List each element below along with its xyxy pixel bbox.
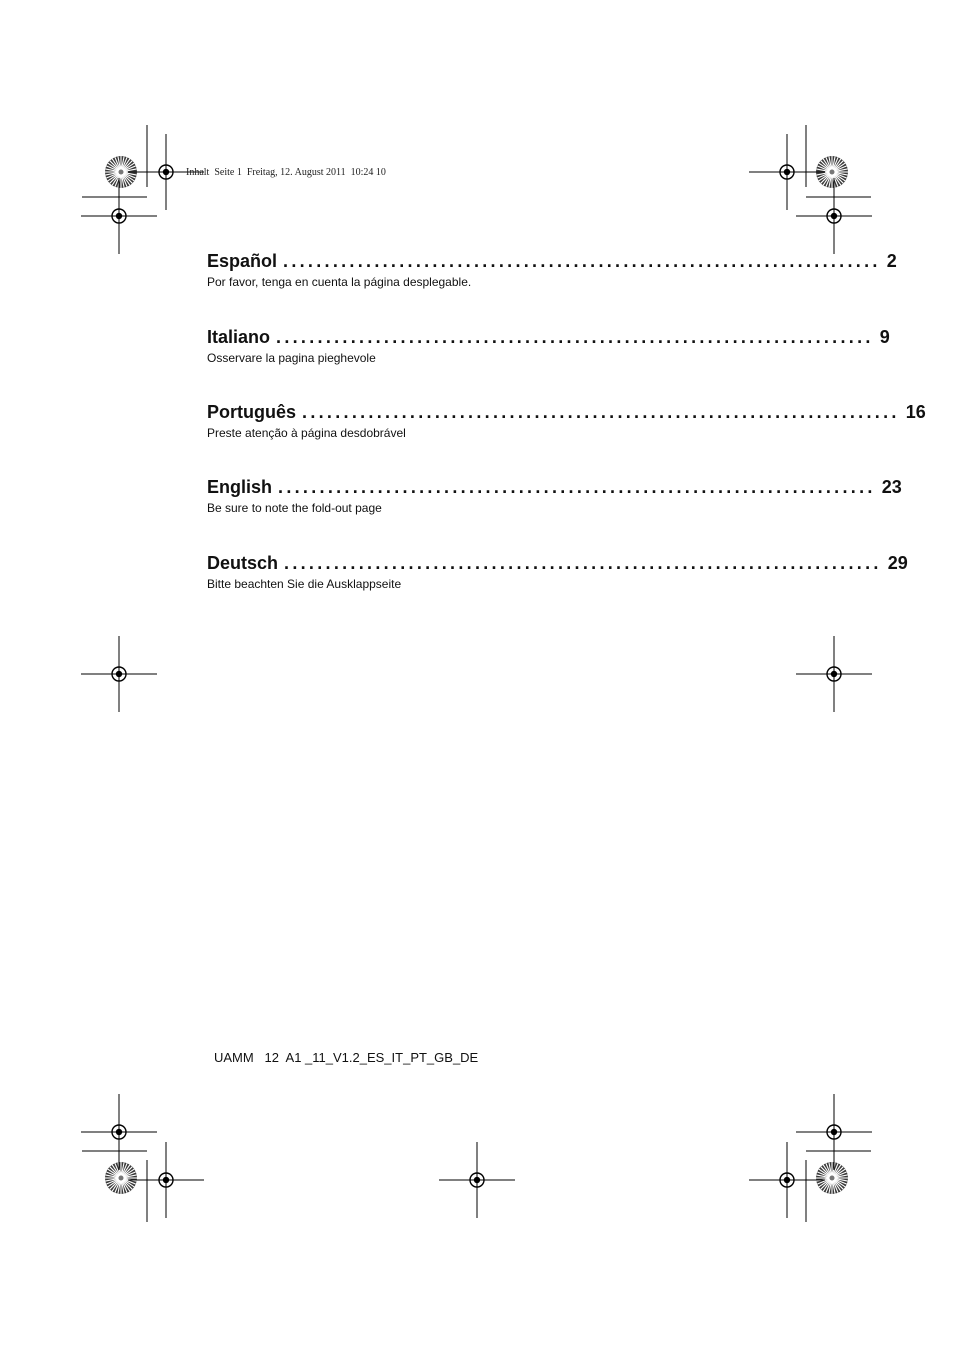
toc-entry-espanol[interactable]: [207, 250, 897, 290]
registration-mark-left-lower: [81, 1094, 157, 1170]
registration-mark-left-middle: [81, 636, 157, 712]
toc-entry-subtitle: Preste atenção à página desdobrável: [207, 426, 406, 440]
print-header: Inhalt Seite 1 Freitag, 12. August 2011 10:24 10: [186, 167, 386, 178]
radial-target-bottom-left: [105, 1162, 137, 1194]
registration-mark-left-upper: [81, 178, 157, 254]
toc-entry-title: Português: [207, 402, 297, 422]
toc-entry-italiano[interactable]: [207, 326, 890, 366]
document-code-footer: UAMM 12 A1 _11_V1.2_ES_IT_PT_GB_DE: [214, 1050, 479, 1065]
toc-entry-title: Deutsch: [207, 553, 279, 573]
registration-mark-right-middle: [796, 636, 872, 712]
toc-entry-page: 29: [887, 553, 908, 573]
toc-entry-english[interactable]: [207, 476, 902, 516]
toc-entry-title: Italiano: [207, 327, 271, 347]
toc-entry-page: 9: [879, 327, 890, 347]
toc-leader-dots: ........................................................................: [284, 553, 882, 573]
toc-entry-title: English: [207, 477, 273, 497]
toc-entry-page: 16: [905, 402, 926, 422]
toc-entry-page: 2: [886, 251, 897, 271]
toc-leader-dots: ........................................................................: [302, 402, 900, 422]
registration-mark-bottom-right: [749, 1142, 825, 1218]
toc-leader-dots: ........................................................................: [278, 477, 876, 497]
registration-mark-right-upper: [796, 178, 872, 254]
toc-leader-dots: ........................................................................: [276, 327, 874, 347]
registration-mark-right-lower: [796, 1094, 872, 1170]
radial-target-bottom-right: [816, 1162, 848, 1194]
registration-mark-bottom-center: [439, 1142, 515, 1218]
toc-entry-page: 23: [881, 477, 902, 497]
toc-entry-subtitle: Be sure to note the fold-out page: [207, 501, 382, 515]
toc-entry-subtitle: Osservare la pagina pieghevole: [207, 351, 376, 365]
toc-leader-dots: ........................................................................: [283, 251, 881, 271]
toc-entry-title: Español: [207, 251, 278, 271]
toc-entry-subtitle: Por favor, tenga en cuenta la página desplegable.: [207, 275, 472, 289]
registration-mark-top-right: [749, 134, 825, 210]
registration-mark-bottom-left: [128, 1142, 204, 1218]
toc-entry-subtitle: Bitte beachten Sie die Ausklappseite: [207, 577, 402, 591]
toc-entry-deutsch[interactable]: [207, 552, 908, 592]
toc-entry-portugues[interactable]: [207, 401, 926, 441]
